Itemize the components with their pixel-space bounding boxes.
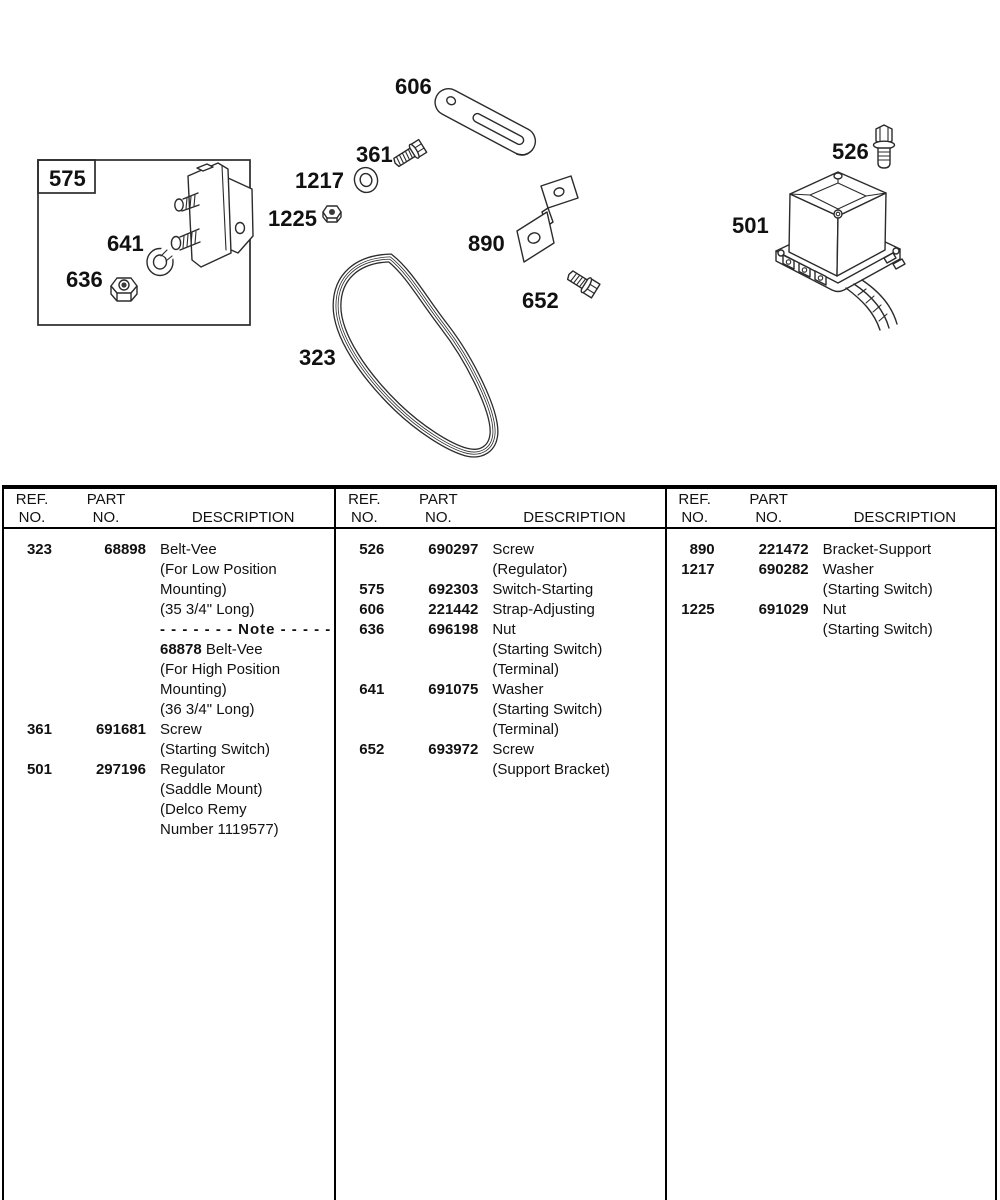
- ref-no: 890: [689, 541, 715, 558]
- table-row: [336, 600, 664, 620]
- description: 68878 Belt-Vee: [160, 641, 263, 658]
- table-row: [4, 820, 334, 840]
- column-rows: [667, 529, 995, 640]
- description-header: DESCRIPTION: [853, 509, 957, 526]
- part-no: 691681: [95, 721, 146, 738]
- description: (Starting Switch): [492, 641, 603, 658]
- parts-table-column-2: [334, 489, 664, 1200]
- parts-table-column-3: [665, 489, 995, 1200]
- table-row: [4, 780, 334, 800]
- table-row: [667, 620, 995, 640]
- part-no: 221472: [758, 541, 809, 558]
- description: Bracket-Support: [822, 541, 932, 558]
- column-rows: [4, 529, 334, 840]
- part-no: 696198: [428, 621, 479, 638]
- part-label-1225: 1225: [268, 206, 317, 231]
- column-rows: [336, 529, 664, 780]
- ref-no: 361: [26, 721, 52, 738]
- part-no: 691029: [758, 601, 809, 618]
- washer-1217-drawing: [352, 165, 381, 195]
- description: Regulator: [160, 761, 226, 778]
- table-row: [336, 760, 664, 780]
- part-no: 221442: [428, 601, 479, 618]
- description: Washer: [492, 681, 544, 698]
- ref-no: 652: [359, 741, 385, 758]
- description: (Terminal): [492, 721, 560, 738]
- description: Strap-Adjusting: [492, 601, 595, 618]
- part-label-575: 575: [49, 166, 86, 191]
- table-row: [4, 700, 334, 720]
- part-no: 297196: [95, 761, 146, 778]
- description: Nut: [822, 601, 846, 618]
- regulator-drawing: [776, 172, 905, 330]
- table-row: [336, 620, 664, 640]
- description: (Starting Switch): [822, 621, 933, 638]
- table-row: [336, 680, 664, 700]
- part-label-323: 323: [299, 345, 336, 370]
- v-belt-drawing: [337, 258, 494, 453]
- ref-no-header: REF. NO.: [678, 491, 711, 526]
- table-row: [336, 740, 664, 760]
- part-label-641: 641: [107, 231, 144, 256]
- table-row: [667, 580, 995, 600]
- table-row: [4, 560, 334, 580]
- description: (For High Position: [160, 661, 281, 678]
- part-no: 690282: [758, 561, 809, 578]
- table-row: [4, 720, 334, 740]
- ref-no: 641: [359, 681, 385, 698]
- lock-washer-drawing: [147, 246, 176, 276]
- table-row: [336, 580, 664, 600]
- table-row: [4, 760, 334, 780]
- column-header: [667, 489, 995, 529]
- description: (Regulator): [492, 561, 568, 578]
- description: Screw: [492, 741, 535, 758]
- ref-no: 1217: [681, 561, 715, 578]
- part-no: 693972: [428, 741, 479, 758]
- column-header: [336, 489, 664, 529]
- screw-652-drawing: [564, 267, 600, 298]
- ref-no-header: REF. NO.: [15, 491, 49, 526]
- description: (Delco Remy: [160, 801, 247, 818]
- part-label-501: 501: [732, 213, 769, 238]
- ref-no: 1225: [681, 601, 715, 618]
- table-row: [4, 640, 334, 660]
- description-header: DESCRIPTION: [191, 509, 295, 526]
- description: (Starting Switch): [492, 701, 603, 718]
- part-label-1217: 1217: [295, 168, 344, 193]
- description: Washer: [822, 561, 874, 578]
- ref-no: 606: [359, 601, 385, 618]
- ref-no-header: REF. NO.: [348, 491, 381, 526]
- part-label-890: 890: [468, 231, 505, 256]
- table-row: [336, 640, 664, 660]
- screw-361-drawing: [391, 139, 427, 170]
- part-label-636: 636: [66, 267, 103, 292]
- description-header: DESCRIPTION: [523, 509, 626, 526]
- parts-diagram: [0, 0, 1000, 485]
- table-row: [336, 560, 664, 580]
- description: (Saddle Mount): [160, 781, 263, 798]
- part-label-652: 652: [522, 288, 559, 313]
- part-no-header: PART NO.: [419, 491, 458, 526]
- starting-switch-drawing: [171, 163, 253, 267]
- description: Nut: [492, 621, 516, 638]
- nut-1225-drawing: [323, 206, 341, 222]
- parts-table: [2, 485, 997, 1200]
- table-row: [4, 800, 334, 820]
- table-row: [667, 600, 995, 620]
- part-no-header: PART NO.: [749, 491, 788, 526]
- ref-no: 636: [359, 621, 385, 638]
- note-line: - - - - - - - Note - - - - -: [160, 621, 332, 638]
- description: Belt-Vee: [160, 541, 217, 558]
- table-row: [336, 700, 664, 720]
- screw-526-drawing: [874, 125, 895, 168]
- support-bracket-drawing: [517, 176, 578, 262]
- ref-no: 323: [26, 541, 52, 558]
- part-no: 692303: [428, 581, 479, 598]
- ref-no: 501: [26, 761, 52, 778]
- table-row: [4, 620, 334, 640]
- description: Switch-Starting: [492, 581, 594, 598]
- parts-table-column-1: [4, 489, 334, 1200]
- table-row: [336, 720, 664, 740]
- description: (36 3/4" Long): [160, 701, 255, 718]
- table-row: [4, 540, 334, 560]
- description: (Starting Switch): [822, 581, 933, 598]
- table-row: [4, 660, 334, 680]
- adjusting-strap-drawing: [430, 84, 540, 160]
- ref-no: 575: [359, 581, 385, 598]
- ref-no: 526: [359, 541, 385, 558]
- description: Screw: [160, 721, 202, 738]
- description: Number 1119577): [160, 821, 279, 838]
- parts-diagram-drawing: [0, 0, 1000, 485]
- description: Mounting): [160, 581, 227, 598]
- description: (Support Bracket): [492, 761, 610, 778]
- hex-nut-drawing: [111, 278, 137, 301]
- part-no-header: PART NO.: [86, 491, 126, 526]
- part-label-361: 361: [356, 142, 393, 167]
- table-row: [667, 560, 995, 580]
- table-row: [336, 660, 664, 680]
- table-row: [4, 680, 334, 700]
- table-row: [4, 580, 334, 600]
- table-row: [667, 540, 995, 560]
- description: (Starting Switch): [160, 741, 271, 758]
- description: (35 3/4" Long): [160, 601, 255, 618]
- description: Mounting): [160, 681, 227, 698]
- part-no: 690297: [428, 541, 479, 558]
- table-row: [4, 740, 334, 760]
- table-row: [336, 540, 664, 560]
- description: (For Low Position: [160, 561, 277, 578]
- part-no: 68898: [104, 541, 146, 558]
- description: Screw: [492, 541, 535, 558]
- description: (Terminal): [492, 661, 560, 678]
- table-row: [4, 600, 334, 620]
- part-label-526: 526: [832, 139, 869, 164]
- part-label-606: 606: [395, 74, 432, 99]
- column-header: [4, 489, 334, 529]
- part-no: 691075: [428, 681, 479, 698]
